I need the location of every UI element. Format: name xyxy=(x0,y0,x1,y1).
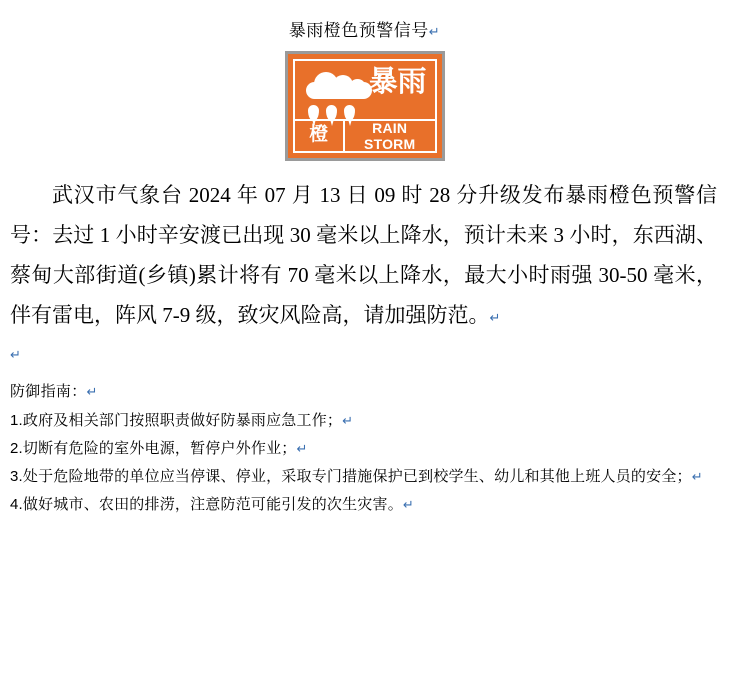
guide-heading xyxy=(0,380,729,401)
blank-paragraph xyxy=(0,338,729,372)
guide-item-mark: ↵ xyxy=(342,413,354,428)
raindrop-1 xyxy=(308,105,319,121)
raindrop-3 xyxy=(344,105,355,121)
raindrop-2 xyxy=(326,105,337,121)
raindrops-icon xyxy=(308,103,372,129)
guide-item-mark: ↵ xyxy=(402,497,415,512)
warning-body-paragraph xyxy=(0,175,729,338)
page-title-text: 暴雨橙色预警信号 xyxy=(288,21,429,40)
cloud-bump-3 xyxy=(349,79,366,96)
guide-heading-mark: ↵ xyxy=(86,384,98,399)
warning-sign-top xyxy=(295,61,435,119)
guide-item-text: 1.政府及相关部门按照职责做好防暴雨应急工作； xyxy=(10,412,343,429)
guide-list xyxy=(0,407,729,519)
warning-sign-grade-label: 橙 xyxy=(295,121,345,151)
warning-sign-chinese-label: 暴雨 xyxy=(368,66,427,98)
page-title xyxy=(0,16,729,41)
paragraph-mark: ↵ xyxy=(428,24,441,39)
blank-paragraph-mark: ↵ xyxy=(10,347,21,362)
cloud-icon xyxy=(306,72,372,100)
list-item xyxy=(10,463,715,491)
guide-item-mark: ↵ xyxy=(296,441,308,456)
list-item xyxy=(10,407,715,435)
list-item xyxy=(10,491,715,519)
guide-item-mark: ↵ xyxy=(691,469,703,484)
warning-sign-graphic-area xyxy=(295,61,376,119)
warning-body-text: 武汉市气象台 2024 年 07 月 13 日 09 时 28 分升级发布暴雨橙色预警信号：去过 1 小时辛安渡已出现 30 毫米以上降水，预计未来 3 小时，东西湖、蔡甸大部街道(乡镇)累计将有 70 毫米以上降水，最大小时雨强 30-50 毫米，伴有雷电，阵风 7-9 级，致灾风险高，请加强防范。 xyxy=(10,183,717,327)
warning-sign-english-label: RAIN STORM xyxy=(364,120,416,152)
document-page xyxy=(0,16,729,695)
warning-sign-wrapper xyxy=(0,51,729,161)
guide-item-text: 4.做好城市、农田的排涝，注意防范可能引发的次生灾害。 xyxy=(10,496,403,513)
body-paragraph-mark: ↵ xyxy=(489,310,501,325)
warning-sign-inner-frame xyxy=(293,59,437,153)
list-item xyxy=(10,435,715,463)
guide-item-text: 3.处于危险地带的单位应当停课、停业，采取专门措施保护已到校学生、幼儿和其他上班人员的安全； xyxy=(10,468,692,485)
guide-item-text: 2.切断有危险的室外电源，暂停户外作业； xyxy=(10,440,297,457)
guide-heading-text: 防御指南： xyxy=(10,383,87,400)
rainstorm-orange-warning-sign xyxy=(285,51,445,161)
